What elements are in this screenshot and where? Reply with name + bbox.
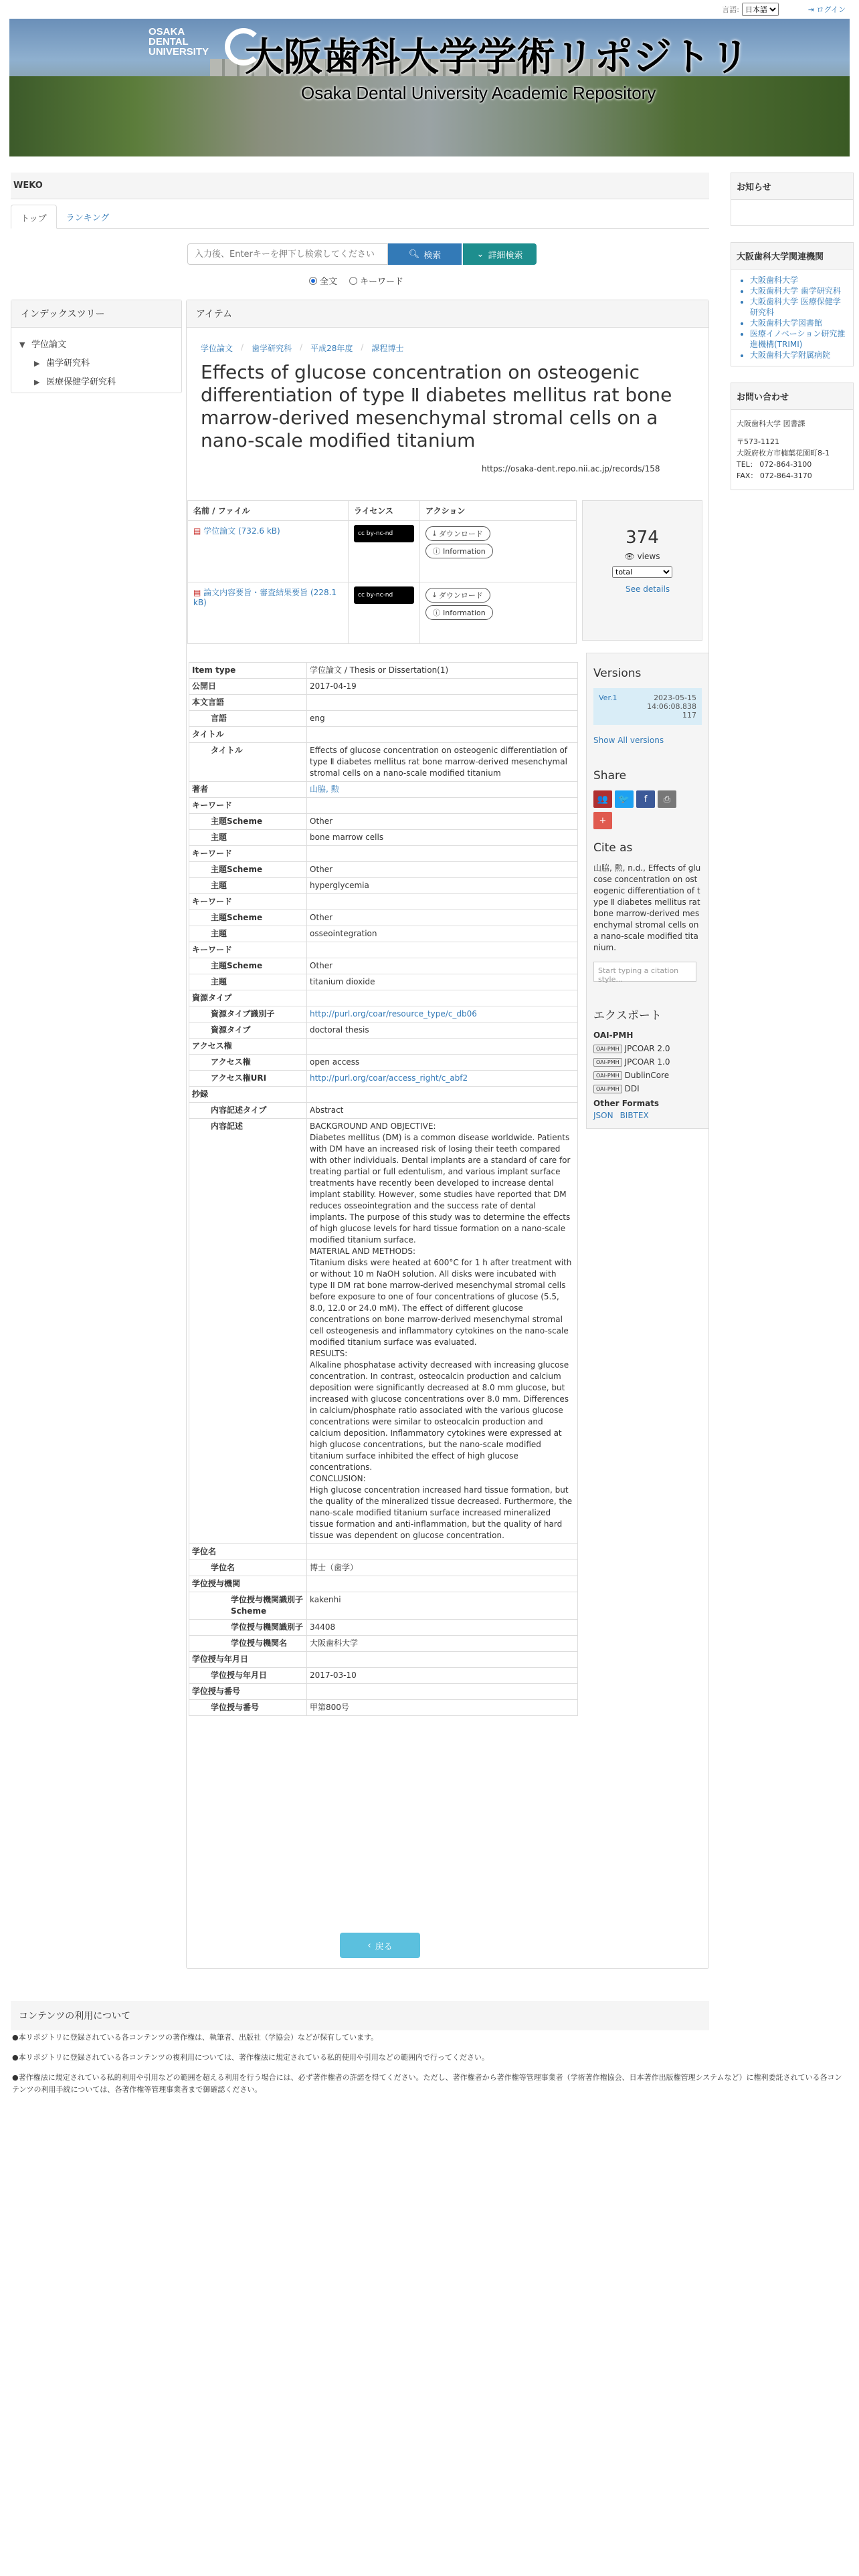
- metadata-value[interactable]: http://purl.org/coar/resource_type/c_db06: [307, 1006, 578, 1023]
- other-formats-label: Other Formats: [593, 1099, 660, 1108]
- file-row: [188, 521, 577, 582]
- print-icon[interactable]: ⎙: [658, 790, 676, 808]
- metadata-key: キーワード: [189, 846, 307, 862]
- related-link[interactable]: • 医療イノベーション研究推進機構(TRIMI): [750, 328, 848, 350]
- metadata-key: タイトル: [189, 743, 307, 782]
- breadcrumb-item[interactable]: 課程博士: [371, 344, 404, 353]
- export-jpcoar1[interactable]: OAI-PMH JPCOAR 1.0: [593, 1057, 702, 1067]
- metadata-key: 内容記述タイプ: [189, 1103, 307, 1119]
- item-sidebar: [586, 653, 709, 1129]
- contact-line: 大阪歯科大学 図書課: [737, 419, 805, 428]
- metadata-key: 主題: [189, 878, 307, 894]
- banner-title-en: Osaka Dental University Academic Repository: [301, 83, 656, 103]
- mendeley-icon[interactable]: 👥: [593, 790, 612, 808]
- metadata-row: [189, 1023, 578, 1039]
- record-url: https://osaka-dent.repo.nii.ac.jp/records/158: [482, 464, 660, 473]
- tree-node-health[interactable]: ▶ 医療保健学研究科: [19, 373, 173, 392]
- metadata-key: 主題Scheme: [189, 958, 307, 974]
- breadcrumb-item[interactable]: 学位論文: [201, 344, 233, 353]
- metadata-row: [189, 974, 578, 990]
- metadata-key: 学位名: [189, 1560, 307, 1576]
- metadata-table: [189, 662, 578, 1716]
- export-dublincore[interactable]: OAI-PMH DublinCore: [593, 1071, 702, 1080]
- search-mode: [309, 274, 403, 287]
- expanded-triangle-icon: ▼: [19, 340, 25, 349]
- facebook-icon[interactable]: f: [636, 790, 655, 808]
- tree-node-dental[interactable]: ▶ 歯学研究科: [19, 354, 173, 373]
- metadata-key: タイトル: [189, 727, 307, 743]
- info-icon: ⓘ: [433, 609, 440, 617]
- metadata-value: 学位論文 / Thesis or Dissertation(1): [307, 663, 578, 679]
- metadata-key: 主題Scheme: [189, 862, 307, 878]
- metadata-key: 学位授与番号: [189, 1684, 307, 1700]
- metadata-key: Item type: [189, 663, 307, 679]
- metadata-row: [189, 1620, 578, 1636]
- metadata-value: kakenhi: [307, 1592, 578, 1620]
- tab-ranking[interactable]: ランキング: [66, 213, 110, 223]
- metadata-value[interactable]: 山脇, 勲: [307, 782, 578, 798]
- metadata-key: 学位授与機関識別子Scheme: [189, 1592, 307, 1620]
- metadata-row: [189, 894, 578, 910]
- metadata-value: [307, 942, 578, 958]
- metadata-row: [189, 1055, 578, 1071]
- metadata-key: 学位授与年月日: [189, 1652, 307, 1668]
- share-icons: [593, 790, 702, 808]
- version-entry[interactable]: [593, 688, 702, 725]
- metadata-value: titanium dioxide: [307, 974, 578, 990]
- files-table: [187, 500, 577, 644]
- metadata-value: Other: [307, 910, 578, 926]
- download-button[interactable]: ⤓ ダウンロード: [425, 588, 490, 603]
- views-period-select[interactable]: [612, 566, 672, 578]
- metadata-value: bone marrow cells: [307, 830, 578, 846]
- metadata-key: 内容記述: [189, 1119, 307, 1544]
- export-jpcoar2[interactable]: OAI-PMH JPCOAR 2.0: [593, 1044, 702, 1053]
- twitter-icon[interactable]: 🐦: [615, 790, 634, 808]
- files-header-action: アクション: [420, 501, 577, 521]
- metadata-row: [189, 663, 578, 679]
- metadata-value: [307, 727, 578, 743]
- metadata-row: [189, 846, 578, 862]
- university-logo-text: OSAKA DENTAL UNIVERSITY: [149, 26, 209, 58]
- metadata-row: [189, 679, 578, 695]
- metadata-value: Other: [307, 814, 578, 830]
- cc-license-icon[interactable]: cc by-nc-nd: [354, 586, 414, 604]
- metadata-value: Effects of glucose concentration on osteogenic differentiation of type Ⅱ diabetes mellitus rat bone marrow-derived mesenchymal stromal cells on a nano-scale modified titanium: [307, 743, 578, 782]
- tab-top[interactable]: トップ: [11, 205, 57, 229]
- info-icon: ⓘ: [433, 547, 440, 556]
- metadata-row: [189, 830, 578, 846]
- related-link[interactable]: • 大阪歯科大学: [750, 275, 848, 286]
- metadata-value: [307, 798, 578, 814]
- search-input[interactable]: [187, 243, 388, 265]
- metadata-row: [189, 990, 578, 1006]
- metadata-key: 学位授与機関: [189, 1576, 307, 1592]
- metadata-key: 学位名: [189, 1544, 307, 1560]
- metadata-value: [307, 1652, 578, 1668]
- metadata-key: 主題Scheme: [189, 814, 307, 830]
- metadata-value: Other: [307, 958, 578, 974]
- site-banner[interactable]: [9, 19, 850, 156]
- versions-title: Versions: [593, 667, 642, 680]
- metadata-key: キーワード: [189, 798, 307, 814]
- contact-line: 〒573-1121: [737, 437, 779, 446]
- metadata-key: アクセス権: [189, 1055, 307, 1071]
- metadata-key: キーワード: [189, 942, 307, 958]
- metadata-value: 博士（歯学）: [307, 1560, 578, 1576]
- download-button[interactable]: ⤓ ダウンロード: [425, 526, 490, 541]
- chevron-left-icon: ‹: [367, 1940, 371, 1951]
- metadata-key: 学位授与番号: [189, 1700, 307, 1716]
- files-header-name: 名前 / ファイル: [188, 501, 349, 521]
- metadata-key: 学位授与機関名: [189, 1636, 307, 1652]
- metadata-row: [189, 782, 578, 798]
- metadata-value: Other: [307, 862, 578, 878]
- metadata-row: [189, 1592, 578, 1620]
- main-tabs: [11, 205, 709, 229]
- metadata-value: [307, 1684, 578, 1700]
- contact-line: FAX： 072-864-3170: [737, 471, 812, 480]
- information-button[interactable]: ⓘ Information: [425, 544, 493, 558]
- metadata-value: 2017-04-19: [307, 679, 578, 695]
- metadata-key: 公開日: [189, 679, 307, 695]
- advanced-search-button[interactable]: ⌄ 詳細検索: [463, 243, 537, 265]
- metadata-value: Abstract: [307, 1103, 578, 1119]
- metadata-value: [307, 846, 578, 862]
- metadata-row: [189, 1087, 578, 1103]
- file-link[interactable]: 学位論文 (732.6 kB): [203, 526, 280, 536]
- metadata-key: キーワード: [189, 894, 307, 910]
- metadata-key: 抄録: [189, 1087, 307, 1103]
- related-link[interactable]: • 大阪歯科大学 歯学研究科: [750, 286, 848, 296]
- show-all-versions-link[interactable]: Show All versions: [593, 736, 664, 745]
- metadata-value: [307, 990, 578, 1006]
- metadata-key: アクセス権URI: [189, 1071, 307, 1087]
- contact-box: お問い合わせ 大阪歯科大学 図書課 〒573-1121 大阪府枚方市楠葉花園町8-1 TEL： 072-864-3100 FAX： 072-864-3170: [731, 383, 854, 490]
- login-link[interactable]: ⇥ ログイン: [807, 5, 846, 14]
- version-date: 2023-05-15 14:06:08.838 117: [647, 693, 696, 720]
- right-column: [731, 173, 854, 506]
- export-title: エクスポート: [593, 1009, 662, 1023]
- oai-label: OAI-PMH: [593, 1031, 634, 1040]
- metadata-value: 大阪歯科大学: [307, 1636, 578, 1652]
- metadata-value: doctoral thesis: [307, 1023, 578, 1039]
- metadata-row: [189, 958, 578, 974]
- export-json-link[interactable]: JSON: [593, 1111, 613, 1120]
- oai-pmh-badge-icon: OAI-PMH: [593, 1071, 622, 1080]
- metadata-key: 学位授与年月日: [189, 1668, 307, 1684]
- metadata-key: アクセス権: [189, 1039, 307, 1055]
- metadata-row: [189, 1119, 578, 1544]
- metadata-row: [189, 743, 578, 782]
- related-link[interactable]: • 大阪歯科大学附属病院: [750, 350, 848, 360]
- metadata-value: [307, 1039, 578, 1055]
- file-link[interactable]: 論文内容要旨・審査結果要旨 (228.1 kB): [193, 588, 337, 607]
- metadata-key: 主題: [189, 830, 307, 846]
- metadata-row: [189, 926, 578, 942]
- metadata-key: 主題: [189, 926, 307, 942]
- metadata-row: [189, 1039, 578, 1055]
- see-details-link[interactable]: See details: [626, 584, 670, 594]
- search-button[interactable]: 🔍︎ 検索: [388, 243, 462, 265]
- metadata-value: [307, 1087, 578, 1103]
- related-box: 大阪歯科大学関連機関 • 大阪歯科大学 • 大阪歯科大学 歯学研究科 • 大阪歯科大学 医療保健学研究科 • 大阪歯科大学図書館 • 医療イノベーション研究推進機構(TRIMI) • 大阪歯科大学附属病院: [731, 242, 854, 366]
- site-name-bar: WEKO: [11, 173, 709, 199]
- metadata-value: [307, 695, 578, 711]
- search-bar: [187, 243, 537, 265]
- back-button[interactable]: ‹ 戻る: [340, 1933, 420, 1958]
- metadata-key: 資源タイプ: [189, 1023, 307, 1039]
- metadata-row: [189, 878, 578, 894]
- radio-fulltext[interactable]: 全文: [309, 274, 337, 287]
- tree-node-root[interactable]: ▼ 学位論文: [19, 336, 173, 354]
- banner-title-jp: 大阪歯科大学学術リポジトリ: [245, 34, 750, 80]
- breadcrumb-item[interactable]: 歯学研究科: [252, 344, 292, 353]
- metadata-row: [189, 1700, 578, 1716]
- chevron-down-icon: ⌄: [476, 249, 484, 259]
- views-box: [582, 500, 702, 641]
- metadata-key: 主題: [189, 974, 307, 990]
- breadcrumb-item[interactable]: 平成28年度: [310, 344, 353, 353]
- metadata-key: 学位授与機関識別子: [189, 1620, 307, 1636]
- metadata-row: [189, 1636, 578, 1652]
- metadata-key: 著者: [189, 782, 307, 798]
- files-header-license: ライセンス: [349, 501, 420, 521]
- metadata-row: [189, 910, 578, 926]
- cc-license-icon[interactable]: cc by-nc-nd: [354, 525, 414, 542]
- metadata-row: [189, 695, 578, 711]
- metadata-row: [189, 1103, 578, 1119]
- metadata-row: [189, 727, 578, 743]
- metadata-value: 2017-03-10: [307, 1668, 578, 1684]
- breadcrumb: 学位論文 / 歯学研究科 / 平成28年度 / 課程博士: [201, 342, 404, 353]
- metadata-value: eng: [307, 711, 578, 727]
- footer-title: コンテンツの利用について: [11, 2001, 709, 2030]
- metadata-row: [189, 1071, 578, 1087]
- contact-line: TEL： 072-864-3100: [737, 460, 812, 469]
- language-selector: [722, 3, 779, 16]
- metadata-key: 主題Scheme: [189, 910, 307, 926]
- metadata-row: [189, 814, 578, 830]
- top-bar: [0, 0, 859, 19]
- metadata-row: [189, 798, 578, 814]
- download-icon: ⤓: [433, 529, 436, 538]
- metadata-key: 言語: [189, 711, 307, 727]
- metadata-key: 資源タイプ: [189, 990, 307, 1006]
- search-icon: 🔍︎: [408, 249, 420, 259]
- pdf-icon: ▤: [193, 588, 201, 597]
- pdf-icon: ▤: [193, 526, 201, 536]
- oai-pmh-badge-icon: OAI-PMH: [593, 1058, 622, 1067]
- download-icon: ⤓: [433, 591, 436, 599]
- metadata-row: [189, 942, 578, 958]
- information-button[interactable]: ⓘ Information: [425, 605, 493, 620]
- oai-pmh-badge-icon: OAI-PMH: [593, 1045, 622, 1053]
- metadata-row: [189, 1684, 578, 1700]
- metadata-row: [189, 1006, 578, 1023]
- export-ddi[interactable]: OAI-PMH DDI: [593, 1084, 702, 1093]
- collapsed-triangle-icon: ▶: [34, 378, 40, 387]
- language-label: 言語:: [722, 5, 739, 14]
- metadata-key: 本文言語: [189, 695, 307, 711]
- metadata-row: [189, 1544, 578, 1560]
- index-tree-title: インデックスツリー: [11, 300, 181, 328]
- metadata-row: [189, 862, 578, 878]
- metadata-value: osseointegration: [307, 926, 578, 942]
- metadata-value: [307, 894, 578, 910]
- share-title: Share: [593, 769, 627, 782]
- language-select[interactable]: [742, 3, 779, 16]
- metadata-row: [189, 1668, 578, 1684]
- related-link[interactable]: • 大阪歯科大学図書館: [750, 318, 848, 328]
- news-box: お知らせ: [731, 173, 854, 226]
- oai-pmh-badge-icon: OAI-PMH: [593, 1085, 622, 1093]
- metadata-value[interactable]: http://purl.org/coar/access_right/c_abf2: [307, 1071, 578, 1087]
- metadata-row: [189, 1576, 578, 1592]
- citation-text: 山脇, 勲, n.d., Effects of glucose concentration on osteogenic differentiation of type Ⅱ diabetes mellitus rat bone marrow-derived mesenchymal stromal cells on a nano-scale modified titanium.: [593, 863, 701, 952]
- metadata-row: [189, 1652, 578, 1668]
- login-icon: ⇥: [807, 5, 815, 14]
- citation-style-input[interactable]: Start typing a citation style...: [593, 962, 696, 982]
- metadata-value: hyperglycemia: [307, 878, 578, 894]
- metadata-value: 甲第800号: [307, 1700, 578, 1716]
- views-count: 374: [626, 528, 659, 548]
- index-tree-panel: [11, 300, 182, 393]
- radio-keyword[interactable]: キーワード: [349, 274, 403, 287]
- metadata-value: BACKGROUND AND OBJECTIVE: Diabetes mellitus (DM) is a common disease worldwide. Patients with DM have an increased risk of losing their teeth compared with other individuals. Dental implants are a standard of care for treating partial or full edentulism, and various implant surface treatments have recently been developed to increase dental implant stability. However, some studies have reported that DM reduces osseointegration and the success rate of dental implants. The purpose of this study was to determine the effects of high glucose levels for hard tissue formation on a nano-scale modified titanium surface. MATERIAL AND METHODS: Titanium disks were heated at 600°C for 1 h after treatment with or without 10 m NaOH solution. All disks were incubated with type II DM rat bone marrow-derived mesenchymal stromal cells before exposure to one of four concentrations of glucose (5.5, 8.0, 12.0 or 24.0 mM). The effect of different glucose concentrations on bone marrow-derived mesenchymal stromal cell osteogenesis and inflammatory cytokines on the nano-scale modified titanium surface was evaluated. RESULTS: Alkaline phosphatase activity decreased with increasing glucose concentration. In contrast, osteocalcin production and calcium deposition were significantly decreased at 8.0 mm glucose, but increased with glucose concentrations over 8.0 mm. Differences in calcium/phosphate ratio associated with the various glucose concentrations were similar to osteocalcin production and calcium deposition. Inflammatory cytokines were expressed at high glucose concentrations, but the nano-scale modified titanium surface inhibited the effect of high glucose concentrations. CONCLUSION: High glucose concentration increased hard tissue formation, but the quality of the mineralized tissue decreased. Furthermore, the nano-scale modified titanium surface increased mineralized tissue formation and anti-inflammation, but the quality of hard tissue was dependent on glucose concentration.: [307, 1119, 578, 1544]
- metadata-key: 資源タイプ識別子: [189, 1006, 307, 1023]
- metadata-value: [307, 1544, 578, 1560]
- version-link[interactable]: Ver.1: [599, 693, 617, 702]
- item-panel-title: アイテム: [187, 300, 708, 328]
- add-share-icon[interactable]: +: [593, 812, 612, 829]
- metadata-value: 34408: [307, 1620, 578, 1636]
- footer-text: ●本リポジトリに登録されている各コンテンツの著作権は、執筆者、出版社（学協会）などが保有しています。 ●本リポジトリに登録されている各コンテンツの複利用については、著作権法に規定されている私的使用や引用などの範囲内で行ってください。 ●著作権法に規定されている私的利用や引用などの範囲を超える利用を行う場合には、必ず著作権者の許諾を得てください。ただし、著作権者から著作権等管理事業者（学術著作権協会、日本著作出版権管理システムなど）に権利委託されている各コンテンツの利用手続については、各著作権等管理事業者まで御確認ください。: [12, 2033, 842, 2094]
- contact-line: 大阪府枚方市楠葉花園町8-1: [737, 449, 830, 457]
- file-row: [188, 582, 577, 644]
- views-label: views: [637, 552, 660, 561]
- cite-title: Cite as: [593, 841, 633, 855]
- metadata-row: [189, 1560, 578, 1576]
- metadata-row: [189, 711, 578, 727]
- export-bibtex-link[interactable]: BIBTEX: [619, 1111, 649, 1120]
- metadata-value: open access: [307, 1055, 578, 1071]
- collapsed-triangle-icon: ▶: [34, 359, 40, 368]
- eye-icon: 👁︎: [624, 552, 635, 561]
- record-title: Effects of glucose concentration on osteogenic differentiation of type Ⅱ diabetes mellitus rat bone marrow-derived mesenchymal stromal cells on a nano-scale modified titanium: [201, 361, 672, 451]
- metadata-value: [307, 1576, 578, 1592]
- related-link[interactable]: • 大阪歯科大学 医療保健学研究科: [750, 296, 848, 318]
